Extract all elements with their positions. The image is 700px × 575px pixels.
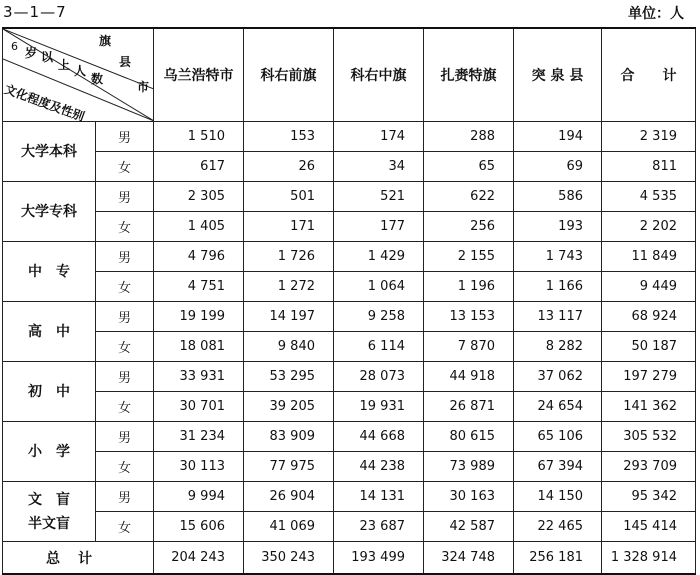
sex-label: 男 xyxy=(96,422,154,452)
category-cell xyxy=(3,302,96,362)
sex-label: 女 xyxy=(96,512,154,542)
value-cell: 24 654 xyxy=(514,392,602,422)
sex-label: 男 xyxy=(96,182,154,212)
category-cell xyxy=(3,422,96,482)
table-row xyxy=(3,332,696,362)
col-header: 扎赉特旗 xyxy=(424,28,514,122)
category-cell xyxy=(3,122,96,182)
value-cell: 80 615 xyxy=(424,422,514,452)
total-value-cell: 1 328 914 xyxy=(602,542,696,575)
corner-education-label: 文化程度及性别 xyxy=(2,82,87,124)
value-cell: 83 909 xyxy=(244,422,334,452)
corner-six: 6 xyxy=(11,40,18,53)
value-cell: 42 587 xyxy=(424,512,514,542)
value-cell: 23 687 xyxy=(334,512,424,542)
sex-label: 女 xyxy=(96,212,154,242)
value-cell: 53 295 xyxy=(244,362,334,392)
table-row xyxy=(3,482,696,512)
corner-age-1: 岁 xyxy=(25,46,38,60)
value-cell: 177 xyxy=(334,212,424,242)
value-cell: 77 975 xyxy=(244,452,334,482)
table-row xyxy=(3,272,696,302)
category-label: 大学专科 xyxy=(21,203,77,220)
category-label-line2: 半文盲 xyxy=(28,515,70,532)
table-row xyxy=(3,362,696,392)
value-cell: 67 394 xyxy=(514,452,602,482)
value-cell: 68 924 xyxy=(602,302,696,332)
value-cell: 1 166 xyxy=(514,272,602,302)
col-header: 合 计 xyxy=(602,28,696,122)
category-cell xyxy=(3,242,96,302)
total-label: 总计 xyxy=(3,542,154,575)
value-cell: 1 196 xyxy=(424,272,514,302)
value-cell: 50 187 xyxy=(602,332,696,362)
value-cell: 39 205 xyxy=(244,392,334,422)
value-cell: 65 xyxy=(424,152,514,182)
corner-header xyxy=(3,28,154,122)
value-cell: 9 994 xyxy=(154,482,244,512)
value-cell: 15 606 xyxy=(154,512,244,542)
value-cell: 1 743 xyxy=(514,242,602,272)
sex-label: 女 xyxy=(96,392,154,422)
table-row xyxy=(3,212,696,242)
value-cell: 22 465 xyxy=(514,512,602,542)
sex-label: 女 xyxy=(96,152,154,182)
value-cell: 95 342 xyxy=(602,482,696,512)
corner-region-2: 县 xyxy=(119,55,132,69)
value-cell: 14 131 xyxy=(334,482,424,512)
value-cell: 501 xyxy=(244,182,334,212)
table-row xyxy=(3,392,696,422)
category-label: 小 学 xyxy=(28,443,70,460)
value-cell: 41 069 xyxy=(244,512,334,542)
value-cell: 65 106 xyxy=(514,422,602,452)
value-cell: 305 532 xyxy=(602,422,696,452)
value-cell: 1 405 xyxy=(154,212,244,242)
sex-label: 男 xyxy=(96,242,154,272)
corner-age-3: 上 xyxy=(58,58,71,72)
value-cell: 31 234 xyxy=(154,422,244,452)
table-code: 3—1—7 xyxy=(3,3,67,21)
col-header: 突 泉 县 xyxy=(514,28,602,122)
value-cell: 4 751 xyxy=(154,272,244,302)
value-cell: 30 163 xyxy=(424,482,514,512)
col-header: 乌兰浩特市 xyxy=(154,28,244,122)
header-row xyxy=(3,28,696,122)
value-cell: 521 xyxy=(334,182,424,212)
value-cell: 33 931 xyxy=(154,362,244,392)
category-cell xyxy=(3,362,96,422)
col-header: 科右前旗 xyxy=(244,28,334,122)
value-cell: 256 xyxy=(424,212,514,242)
sex-label: 男 xyxy=(96,482,154,512)
value-cell: 153 xyxy=(244,122,334,152)
corner-age-5: 数 xyxy=(91,72,104,86)
value-cell: 8 282 xyxy=(514,332,602,362)
value-cell: 6 114 xyxy=(334,332,424,362)
value-cell: 193 xyxy=(514,212,602,242)
value-cell: 1 064 xyxy=(334,272,424,302)
table-row xyxy=(3,242,696,272)
value-cell: 69 xyxy=(514,152,602,182)
value-cell: 13 153 xyxy=(424,302,514,332)
sex-label: 男 xyxy=(96,362,154,392)
total-row xyxy=(3,542,696,575)
value-cell: 19 931 xyxy=(334,392,424,422)
category-label: 中 专 xyxy=(28,263,70,280)
value-cell: 622 xyxy=(424,182,514,212)
table-row xyxy=(3,512,696,542)
value-cell: 26 871 xyxy=(424,392,514,422)
table-row xyxy=(3,152,696,182)
sex-label: 女 xyxy=(96,332,154,362)
sex-label: 女 xyxy=(96,272,154,302)
value-cell: 73 989 xyxy=(424,452,514,482)
value-cell: 44 668 xyxy=(334,422,424,452)
category-cell xyxy=(3,482,96,542)
value-cell: 197 279 xyxy=(602,362,696,392)
category-label: 高 中 xyxy=(28,323,70,340)
value-cell: 174 xyxy=(334,122,424,152)
table-row xyxy=(3,302,696,332)
table-row xyxy=(3,182,696,212)
value-cell: 293 709 xyxy=(602,452,696,482)
total-value-cell: 256 181 xyxy=(514,542,602,575)
value-cell: 18 081 xyxy=(154,332,244,362)
corner-age-4: 人 xyxy=(74,64,87,78)
total-value-cell: 204 243 xyxy=(154,542,244,575)
value-cell: 44 918 xyxy=(424,362,514,392)
table-row xyxy=(3,422,696,452)
value-cell: 141 362 xyxy=(602,392,696,422)
total-value-cell: 350 243 xyxy=(244,542,334,575)
value-cell: 2 202 xyxy=(602,212,696,242)
category-label: 文 盲 xyxy=(28,491,70,508)
value-cell: 26 904 xyxy=(244,482,334,512)
value-cell: 34 xyxy=(334,152,424,182)
total-value-cell: 193 499 xyxy=(334,542,424,575)
value-cell: 44 238 xyxy=(334,452,424,482)
value-cell: 2 305 xyxy=(154,182,244,212)
value-cell: 1 726 xyxy=(244,242,334,272)
value-cell: 4 535 xyxy=(602,182,696,212)
value-cell: 1 272 xyxy=(244,272,334,302)
value-cell: 9 449 xyxy=(602,272,696,302)
value-cell: 2 155 xyxy=(424,242,514,272)
value-cell: 28 073 xyxy=(334,362,424,392)
sex-label: 男 xyxy=(96,302,154,332)
value-cell: 288 xyxy=(424,122,514,152)
value-cell: 11 849 xyxy=(602,242,696,272)
value-cell: 26 xyxy=(244,152,334,182)
sex-label: 女 xyxy=(96,452,154,482)
category-label: 初 中 xyxy=(28,383,70,400)
category-label: 大学本科 xyxy=(21,143,77,160)
corner-age-2: 以 xyxy=(41,50,54,64)
value-cell: 14 197 xyxy=(244,302,334,332)
value-cell: 617 xyxy=(154,152,244,182)
value-cell: 194 xyxy=(514,122,602,152)
value-cell: 811 xyxy=(602,152,696,182)
value-cell: 1 429 xyxy=(334,242,424,272)
col-header: 科右中旗 xyxy=(334,28,424,122)
value-cell: 19 199 xyxy=(154,302,244,332)
value-cell: 30 701 xyxy=(154,392,244,422)
value-cell: 13 117 xyxy=(514,302,602,332)
value-cell: 9 258 xyxy=(334,302,424,332)
education-population-table xyxy=(2,27,696,575)
corner-region-3: 市 xyxy=(137,80,150,94)
value-cell: 586 xyxy=(514,182,602,212)
value-cell: 7 870 xyxy=(424,332,514,362)
value-cell: 1 510 xyxy=(154,122,244,152)
value-cell: 2 319 xyxy=(602,122,696,152)
value-cell: 14 150 xyxy=(514,482,602,512)
table-row xyxy=(3,452,696,482)
value-cell: 171 xyxy=(244,212,334,242)
table-row xyxy=(3,122,696,152)
value-cell: 9 840 xyxy=(244,332,334,362)
total-value-cell: 324 748 xyxy=(424,542,514,575)
corner-region-1: 旗 xyxy=(99,34,112,48)
value-cell: 37 062 xyxy=(514,362,602,392)
value-cell: 4 796 xyxy=(154,242,244,272)
sex-label: 男 xyxy=(96,122,154,152)
value-cell: 145 414 xyxy=(602,512,696,542)
category-cell xyxy=(3,182,96,242)
unit-label: 单位：人 xyxy=(628,6,684,22)
value-cell: 30 113 xyxy=(154,452,244,482)
